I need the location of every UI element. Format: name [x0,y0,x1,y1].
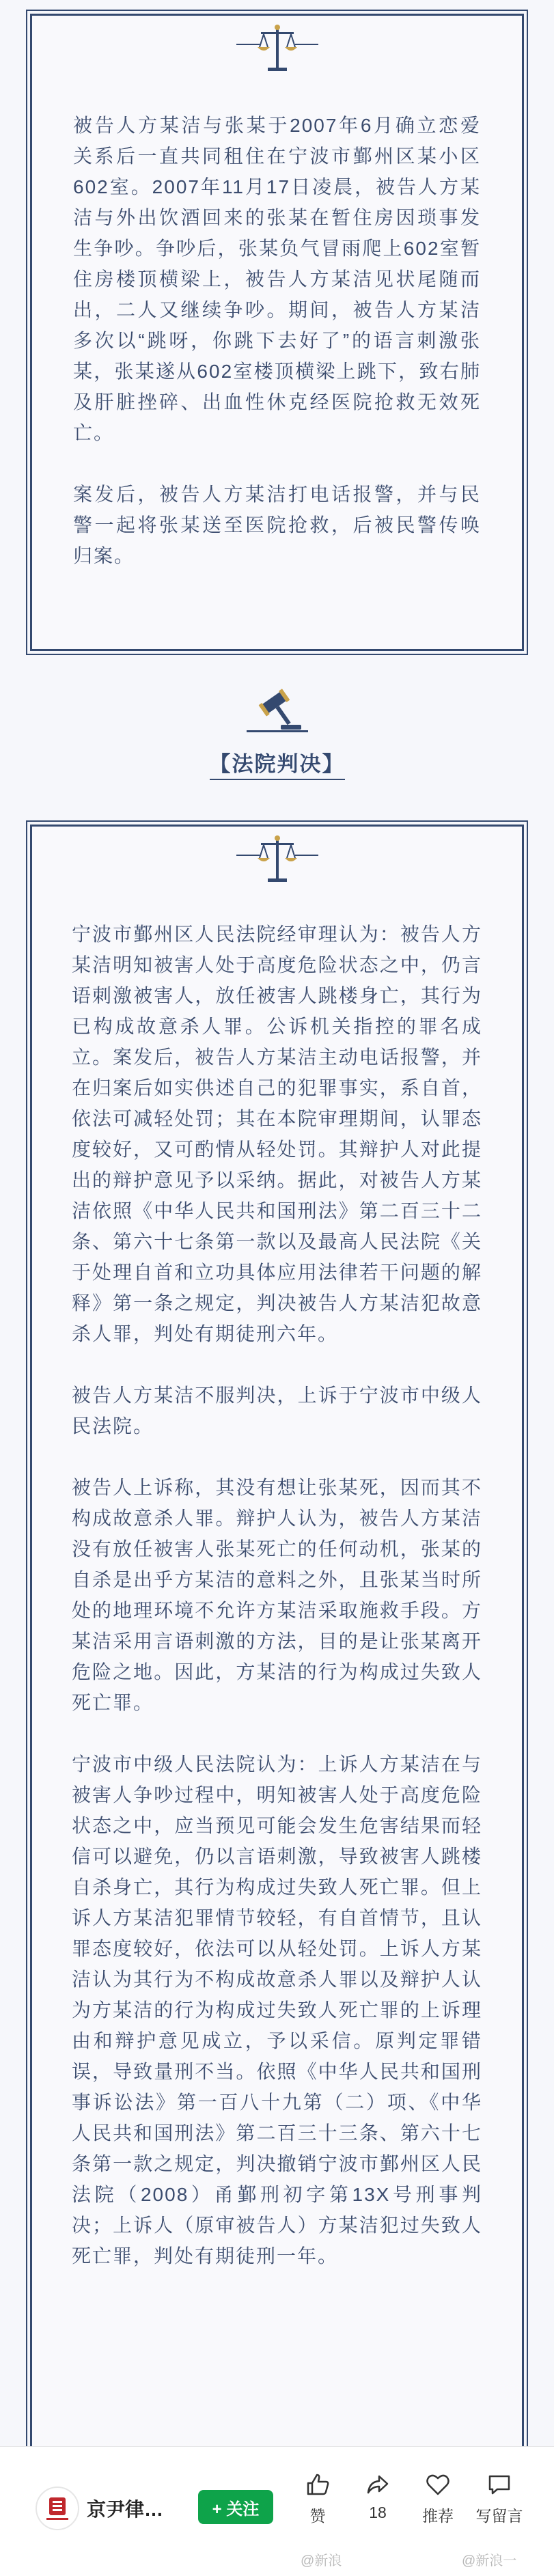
weibo-watermark: @新浪一 [462,2553,517,2568]
section-title-underline [210,779,345,780]
recommend-button[interactable] [407,2471,469,2526]
case-facts-card [30,14,524,651]
like-label: 赞 [309,2507,326,2525]
comment-icon [486,2471,513,2498]
author-name[interactable]: 京尹律… [87,2499,164,2520]
heart-icon [424,2471,452,2498]
judgment-paragraph: 宁波市鄞州区人民法院经审理认为：被告人方某洁明知被害人处于高度危险状态之中，仍言语刺激被害人，放任被害人跳楼身亡，其行为已构成故意杀人罪。公诉机关指控的罪名成立。案发后，被告人方某洁主动电话报警，并在归案后如实供述自己的犯罪事实，系自首，依法可减轻处罚；其在本院审理期间，认罪态度较好，又可酌情从轻处罚。其辩护人对此提出的辩护意见予以采纳。据此，对被告人方某洁依照《中华人民共和国刑法》第二百三十二条、第六十七条第一款以及最高人民法院《关于处理自首和立功具体应用法律若干问题的解释》第一条之规定，判决被告人方某洁犯故意杀人罪，判处有期徒刑六年。 [72,924,482,1344]
gavel-icon [247,687,308,734]
avatar[interactable] [36,2487,79,2530]
scales-icon [236,21,318,76]
law-firm-logo-icon [44,2493,71,2523]
thumb-up-icon [304,2471,331,2498]
share-arrow-icon [364,2471,391,2498]
comment-button[interactable] [469,2471,530,2526]
follow-button[interactable]: + 关注 [198,2490,273,2524]
recommend-label: 推荐 [422,2507,454,2525]
section-title [210,747,345,783]
weibo-watermark: @新浪 [301,2553,342,2568]
like-button[interactable] [287,2471,348,2526]
case-facts-paragraph: 案发后，被告人方某洁打电话报警，并与民警一起将张某送至医院抢救，后被民警传唤归案。 [73,484,481,566]
judgment-paragraph: 被告人方某洁不服判决，上诉于宁波市中级人民法院。 [72,1385,482,1437]
section-header [0,687,554,796]
judgment-paragraph: 被告人上诉称，其没有想让张某死，因而其不构成故意杀人罪。辩护人认为，被告人方某洁没有放任被害人张某死亡的任何动机，张某的自杀是出乎方某洁的意料之外，且张某当时所处的地理环境不允许方某洁采取施救手段。方某洁采用言语刺激的方法，目的是让张某离开危险之地。因此，方某洁的行为构成过失致人死亡罪。 [72,1477,482,1713]
comment-label: 写留言 [475,2507,523,2525]
section-title-text: 【法院判决】 [209,752,345,776]
share-count: 18 [369,2504,387,2521]
case-facts-paragraph: 被告人方某洁与张某于2007年6月确立恋爱关系后一直共同租住在宁波市鄞州区某小区602室。2007年11月17日凌晨，被告人方某洁与外出饮酒回来的张某在暂住房因琐事发生争吵。争吵后，张某负气冒雨爬上602室暂住房楼顶横梁上，被告人方某洁见状尾随而出，二人又继续争吵。期间，被告人方某洁多次以“跳呀，你跳下去好了”的语言刺激张某，张某遂从602室楼顶横梁上跳下，致右肺及肝脏挫碎、出血性休克经医院抢救无效死亡。 [73,115,481,443]
court-judgment-card [30,825,524,2450]
share-button[interactable] [347,2471,408,2522]
bottom-action-bar [0,2446,554,2576]
scales-icon [236,832,318,887]
judgment-paragraph: 宁波市中级人民法院认为：上诉人方某洁在与被害人争吵过程中，明知被害人处于高度危险状态之中，应当预见可能会发生危害结果而轻信可以避免，仍以言语刺激，导致被害人跳楼自杀身亡，其行为构成过失致人死亡罪。但上诉人方某洁犯罪情节较轻，有自首情节，且认罪态度较好，依法可以从轻处罚。上诉人方某洁认为其行为不构成故意杀人罪以及辩护人认为方某洁的行为构成过失致人死亡罪的上诉理由和辩护意见成立，予以采信。原判定罪错误，导致量刑不当。依照《中华人民共和国刑事诉讼法》第一百八十九第（二）项、《中华人民共和国刑法》第二百三十三条、第六十七条第一款之规定，判决撤销宁波市鄞州区人民法院（2008）甬鄞刑初字第13X号刑事判决；上诉人（原审被告人）方某洁犯过失致人死亡罪，判处有期徒刑一年。 [72,1754,482,2267]
